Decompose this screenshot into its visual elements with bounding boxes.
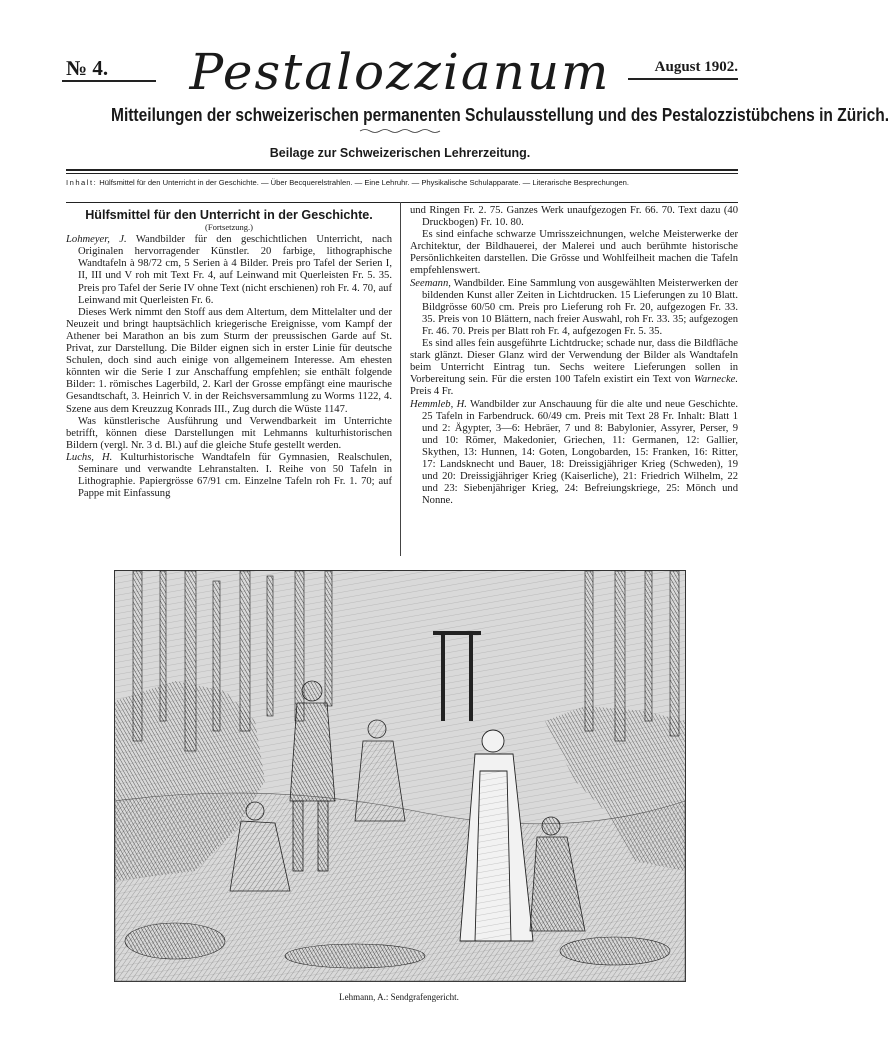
contents-rule [66, 202, 738, 203]
continuation-note: (Fortsetzung.) [205, 222, 253, 233]
ornament-divider [360, 128, 440, 134]
engraving-illustration [114, 570, 686, 982]
paragraph: Dieses Werk nimmt den Stoff aus dem Altertum, dem Mittelalter und der Neuzeit und bringt hauptsächlich kriegerische Ereignisse, vom Kampf der Athener bei Marathon an bis zum Sturm der preussischen Garde auf St. Privat, zur Darstellung. Die Bilder eignen sich in erster Linie für deutsche Schulen, doch sind auch einige von allgemeinem Interesse. Am ehesten könnten wir die Serie I zur Anschaffung empfehlen; sie enthält folgende Bilder: 1. römisches Lagerbild, 2. Karl der Grosse empfängt eine maurische Gesandtschaft, 3. Heinrich V. in der Reichsversammlung zu Worms 1122, 4. Szene aus dem Kreuzzug Konrads III., Zug durch die Wüste 1147. [66, 306, 392, 415]
paragraph: Es sind alles fein ausgeführte Lichtdrucke; schade nur, dass die Bildfläche stark glänzt. Dieser Glanz wird der Verwendung der Bilder als Wandtafeln beim Unterricht Eintrag tun. Sechs weitere Lieferungen sollen in Vorbereitung sein. Für die ersten 100 Tafeln existirt ein Text von Warnecke. Preis 4 Fr. [410, 338, 738, 398]
header-rule-thin [66, 173, 738, 174]
contents-line [66, 178, 738, 188]
article-heading: Hülfsmittel für den Unterricht in der Geschichte. [85, 208, 373, 222]
column-divider [400, 202, 401, 556]
author-seemann: Seemann, [410, 277, 451, 289]
right-column [410, 205, 738, 507]
author-lohmeyer: Lohmeyer, J. [66, 234, 127, 246]
entry-hemmleb: Hemmleb, H. Wandbilder zur Anschauung für die alte und neue Geschichte. 25 Tafeln in Farbendruck. 60/49 cm. Preis mit Text 28 Fr. Inhalt: Blatt 1 und 2: Ägypter, 3—6: Hebräer, 7 und 8: Babylonier, Assyrer, Perser, 9 und 10: Römer, Makedonier, Griechen, 11: Germanen, 12: Gallier, Skythen, 13: Hunnen, 14: Goten, Longobarden, 15: Franken, 16: Ritter, 17: Landsknecht und Bauer, 18: Dreissigjähriger Krieg (Schweden), 19 und 20: Dreissigjähriger Krieg (Kaiserliche), 21: Friedrich Wilhelm, 22 und 23: Siebenjähriger Krieg, 24: Befreiungskriege, 25: Mönch und Nonne. [410, 398, 738, 507]
left-column [66, 205, 392, 500]
header-rule [66, 169, 738, 171]
entry-seemann: Seemann, Wandbilder. Eine Sammlung von ausgewählten Meisterwerken der bildenden Kunst aller Zeiten in Lichtdrucken. 15 Lieferungen zu 10 Blatt. Bildgrösse 60/50 cm. Preis pro Lieferung roh Fr. 20, aufgezogen Fr. 33. 35. Preis von 10 Blättern, nach freier Auswahl, roh Fr. 33. 35; aufgezogen Fr. 46. 70. Preis per Blatt roh Fr. 4, aufgezogen Fr. 5. 35. [410, 277, 738, 337]
masthead-subtitle: Mitteilungen der schweizerischen permanenten Schulausstellung und des Pestalozzistübchens in Zürich. [111, 104, 889, 125]
illustration-caption: Lehmann, A.: Sendgrafengericht. [339, 992, 459, 1002]
entry-luchs: Luchs, H. Kulturhistorische Wandtafeln für Gymnasien, Realschulen, Seminare und verwandte Lehranstalten. I. Reihe von 50 Tafeln in Lithographie. Papiergrösse 67/91 cm. Einzelne Tafeln roh Fr. 1. 70; auf Pappe mit Einfassung [66, 451, 392, 500]
author-luchs: Luchs, H. [66, 451, 113, 463]
supplement-line: Beilage zur Schweizerischen Lehrerzeitung. [269, 146, 531, 160]
paragraph: Es sind einfache schwarze Umrisszeichnungen, welche Meisterwerke der Architektur, der Bildhauerei, der Malerei und auch berühmte historische Persönlichkeiten darstellen. Die Grösse und Wohlfeilheit machen die Tafeln empfehlenswert. [410, 229, 738, 277]
contents-label: Inhalt: [66, 178, 98, 187]
author-hemmleb: Hemmleb, H. [410, 398, 467, 410]
issue-number: № 4. [62, 56, 156, 82]
author-warnecke: Warnecke. [693, 374, 738, 386]
paragraph: Was künstlerische Ausführung und Verwendbarkeit im Unterrichte betrifft, können diese Darstellungen mit Lehmanns kulturhistorischen Bildern (vergl. Nr. 3 d. Bl.) auf die gleiche Stufe gestellt werden. [66, 415, 392, 451]
entry-lohmeyer: Lohmeyer, J. Wandbilder für den geschichtlichen Unterricht, nach Originalen hervorragender Künstler. 20 farbige, lithographische Wandtafeln à 98/72 cm, 5 Serien à 4 Bilder. Preis pro Tafel der Serien I, II, III und V roh mit Text Fr. 4, auf Leinwand mit Querleisten Fr. 5. 35. Preis pro Tafel der Serie IV ohne Text (nicht erschienen) roh Fr. 4. 70, auf Leinwand mit Querleisten Fr. 6. [66, 234, 392, 306]
contents-text: Hülfsmittel für den Unterricht in der Geschichte. — Über Becquerelstrahlen. — Eine Lehruhr. — Physikalische Schulapparate. — Literarische Besprechungen. [97, 178, 630, 187]
paragraph: und Ringen Fr. 2. 75. Ganzes Werk unaufgezogen Fr. 66. 70. Text dazu (40 Druckbogen) Fr. 10. 80. [410, 205, 738, 229]
masthead-title: Pestalozzianum [189, 43, 611, 101]
issue-date: August 1902. [628, 56, 738, 80]
